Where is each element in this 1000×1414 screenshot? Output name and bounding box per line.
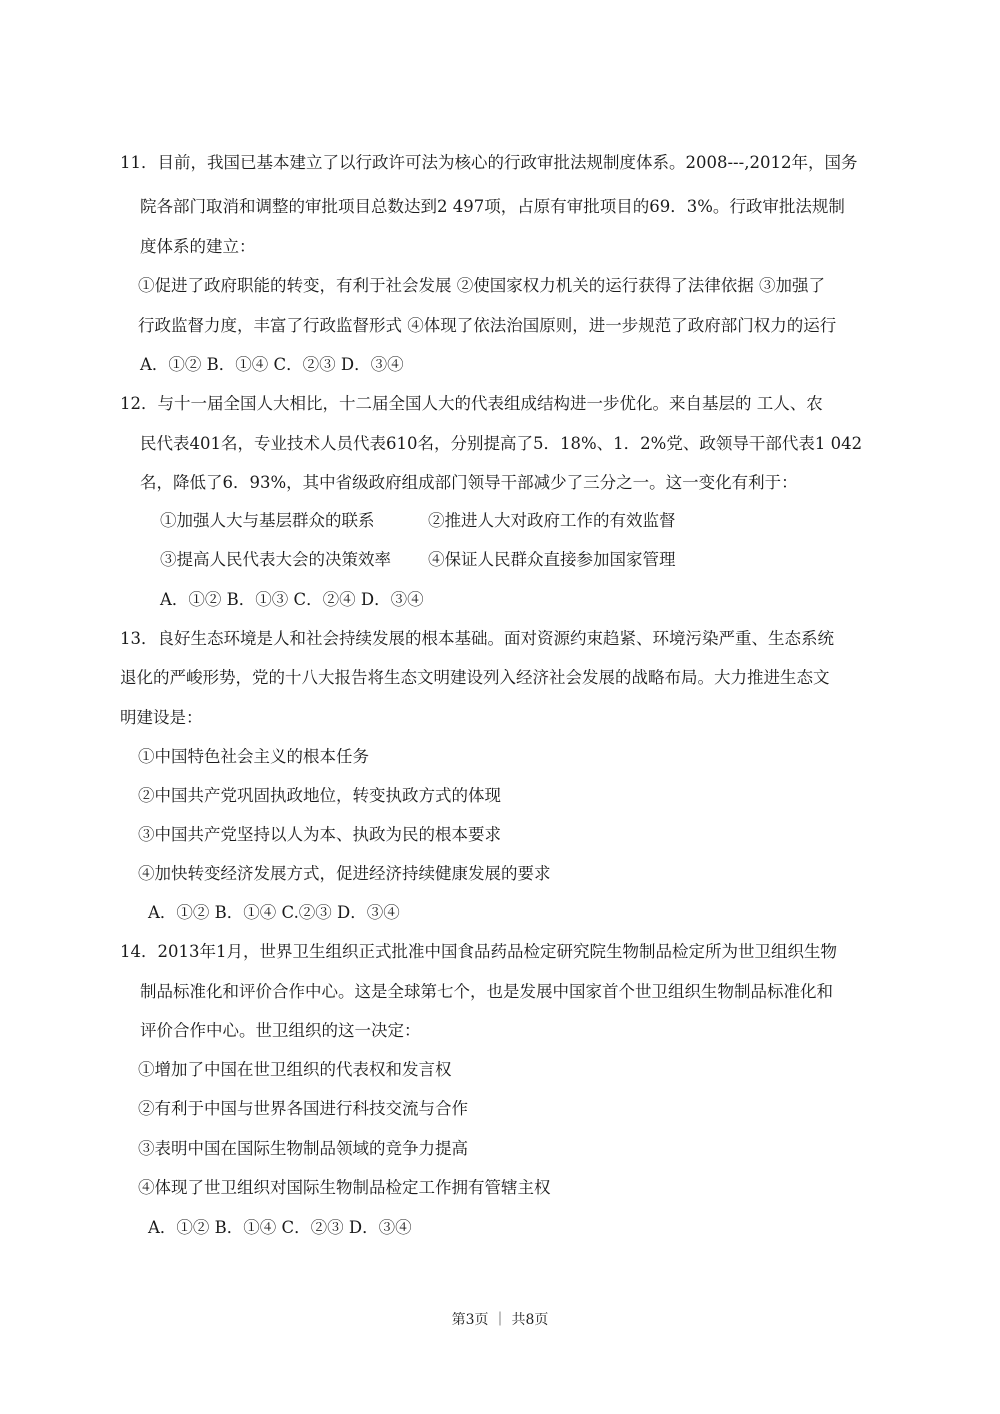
question-12-stem-line-3: 名，降低了6．93%，其中省级政府组成部门领导干部减少了三分之一。这一变化有利于： bbox=[140, 473, 798, 492]
question-11-options: A．①② B．①④ C．②③ D．③④ bbox=[140, 355, 404, 374]
question-14-statement-1: ①增加了中国在世卫组织的代表权和发言权 bbox=[138, 1060, 452, 1079]
question-12-stem-line-2: 民代表401名，专业技术人员代表610名，分别提高了5．18%、1．2%党、政领导干部代表1 042 bbox=[140, 434, 863, 453]
question-14-statement-3: ③表明中国在国际生物制品领域的竞争力提高 bbox=[138, 1139, 468, 1158]
question-12-options: A．①② B．①③ C．②④ D．③④ bbox=[160, 590, 424, 609]
question-13-statement-4: ④加快转变经济发展方式，促进经济持续健康发展的要求 bbox=[138, 864, 551, 883]
question-12-statement-1: ①加强人大与基层群众的联系 bbox=[160, 511, 375, 530]
question-13-stem-line-2: 退化的严峻形势，党的十八大报告将生态文明建设列入经济社会发展的战略布局。大力推进生态文 bbox=[120, 668, 830, 687]
question-13-stem-line-1: 13．良好生态环境是人和社会持续发展的根本基础。面对资源约束趋紧、环境污染严重、生态系统 bbox=[120, 629, 834, 648]
question-12-stem-line-1: 12．与十一届全国人大相比，十二届全国人大的代表组成结构进一步优化。来自基层的 工人、农 bbox=[120, 394, 823, 413]
question-12-statement-4: ④保证人民群众直接参加国家管理 bbox=[428, 550, 676, 569]
question-14-stem-line-3: 评价合作中心。世卫组织的这一决定： bbox=[140, 1021, 421, 1040]
page-footer: 第3页 ｜ 共8页 bbox=[451, 1312, 549, 1328]
question-14-statement-4: ④体现了世卫组织对国际生物制品检定工作拥有管辖主权 bbox=[138, 1178, 551, 1197]
question-11-stem-line-3: 度体系的建立： bbox=[140, 237, 256, 256]
question-14-options: A．①② B．①④ C．②③ D．③④ bbox=[148, 1218, 412, 1237]
question-13-statement-2: ②中国共产党巩固执政地位，转变执政方式的体现 bbox=[138, 786, 501, 805]
question-12-statement-3: ③提高人民代表大会的决策效率 bbox=[160, 550, 391, 569]
question-13-statement-1: ①中国特色社会主义的根本任务 bbox=[138, 747, 369, 766]
question-14-stem-line-2: 制品标准化和评价合作中心。这是全球第七个，也是发展中国家首个世卫组织生物制品标准化和 bbox=[140, 982, 833, 1001]
question-11-stem-line-2: 院各部门取消和调整的审批项目总数达到2 497项，占原有审批项目的69．3%。行政审批法规制 bbox=[140, 197, 845, 216]
question-13-statement-3: ③中国共产党坚持以人为本、执政为民的根本要求 bbox=[138, 825, 501, 844]
question-12-statement-2: ②推进人大对政府工作的有效监督 bbox=[428, 511, 676, 530]
question-13-stem-line-3: 明建设是： bbox=[120, 708, 203, 727]
question-14-stem-line-1: 14．2013年1月，世界卫生组织正式批准中国食品药品检定研究院生物制品检定所为世卫组织生物 bbox=[120, 942, 837, 961]
question-13-options: A．①② B．①④ C.②③ D．③④ bbox=[148, 903, 400, 922]
question-11-stem-line-1: 11．目前，我国已基本建立了以行政许可法为核心的行政审批法规制度体系。2008---,2012年，国务 bbox=[120, 153, 858, 172]
question-11-statements-line-2: 行政监督力度，丰富了行政监督形式 ④体现了依法治国原则，进一步规范了政府部门权力的运行 bbox=[138, 316, 837, 335]
question-14-statement-2: ②有利于中国与世界各国进行科技交流与合作 bbox=[138, 1099, 468, 1118]
question-11-statements-line-1: ①促进了政府职能的转变，有利于社会发展 ②使国家权力机关的运行获得了法律依据 ③加强了 bbox=[138, 276, 825, 295]
